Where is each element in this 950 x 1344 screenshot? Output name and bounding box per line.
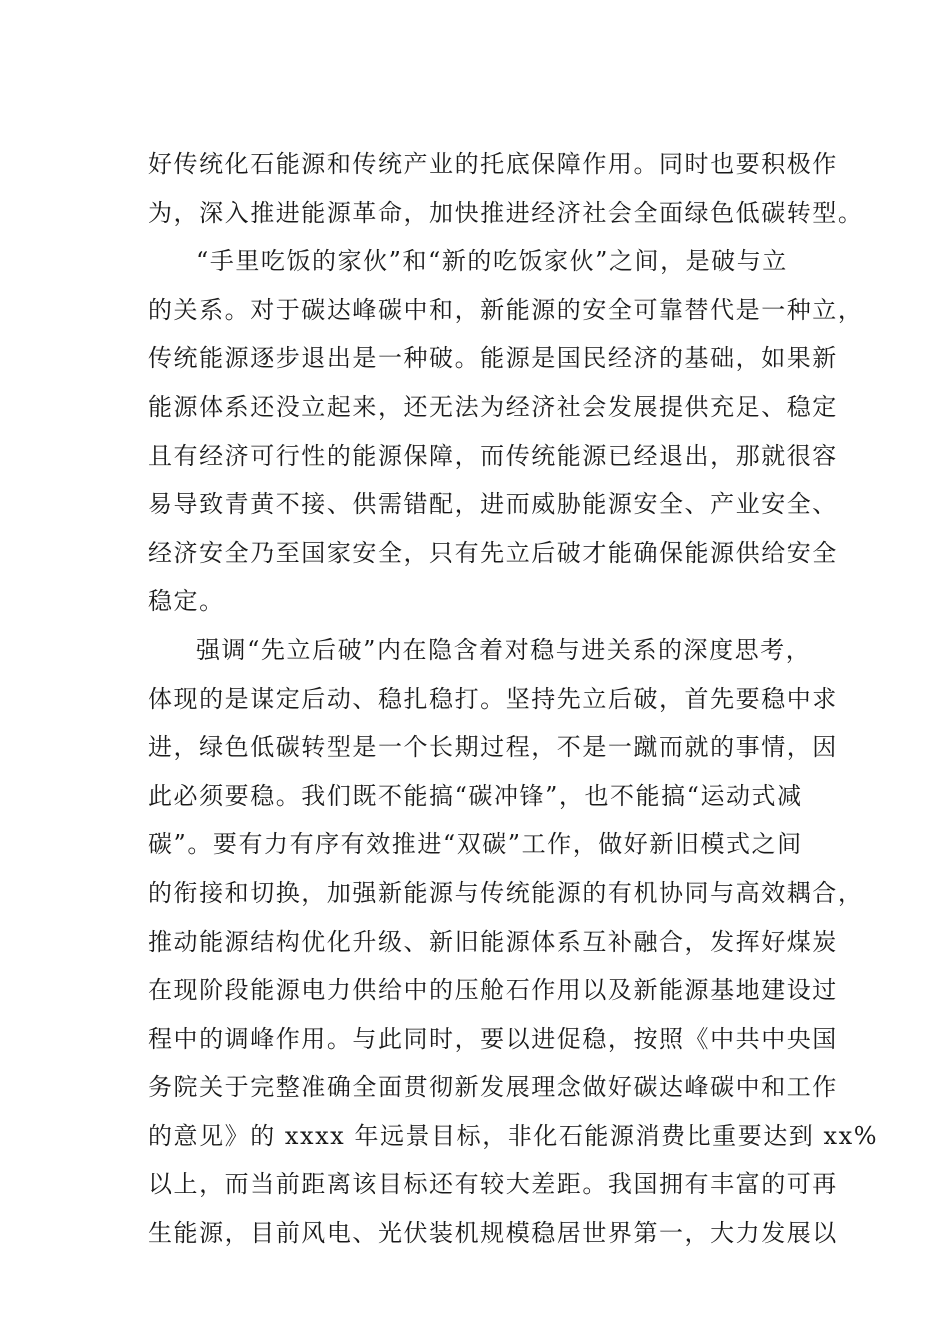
text-line: 务院关于完整准确全面贯彻新发展理念做好碳达峰碳中和工作 xyxy=(148,1073,838,1102)
text-line: 推动能源结构优化升级、新旧能源体系互补融合，发挥好煤炭 xyxy=(148,927,838,956)
text-line: 的衔接和切换，加强新能源与传统能源的有机协同与高效耦合， xyxy=(148,878,864,907)
body-text xyxy=(148,140,879,1258)
text-line: 为，深入推进能源革命，加快推进经济社会全面绿色低碳转型。 xyxy=(148,198,864,227)
text-line: 好传统化石能源和传统产业的托底保障作用。同时也要积极作 xyxy=(148,150,838,178)
text-line: 进，绿色低碳转型是一个长期过程，不是一蹴而就的事情，因 xyxy=(148,733,838,762)
text-line: 以上，而当前距离该目标还有较大差距。我国拥有丰富的可再 xyxy=(148,1170,838,1199)
text-line: 生能源，目前风电、光伏装机规模稳居世界第一，大力发展以 xyxy=(148,1219,838,1248)
text-line: 经济安全乃至国家安全，只有先立后破才能确保能源供给安全 xyxy=(148,538,838,567)
text-line: 能源体系还没立起来，还无法为经济社会发展提供充足、稳定 xyxy=(148,392,838,421)
paragraph-start-line: 强调“先立后破”内在隐含着对稳与进关系的深度思考， xyxy=(196,635,812,664)
text-line: 程中的调峰作用。与此同时，要以进促稳，按照《中共中央国 xyxy=(148,1024,838,1053)
text-line: 的意见》的 xxxx 年远景目标，非化石能源消费比重要达到 xx% xyxy=(148,1121,879,1150)
text-line: 在现阶段能源电力供给中的压舱石作用以及新能源基地建设过 xyxy=(148,976,838,1005)
text-line: 体现的是谋定后动、稳扎稳打。坚持先立后破，首先要稳中求 xyxy=(148,684,838,713)
text-line: 且有经济可行性的能源保障，而传统能源已经退出，那就很容 xyxy=(148,441,838,470)
text-line: 易导致青黄不接、供需错配，进而威胁能源安全、产业安全、 xyxy=(148,490,838,519)
paragraph-start-line: “手里吃饭的家伙”和“新的吃饭家伙”之间，是破与立 xyxy=(196,247,788,276)
text-line: 碳”。要有力有序有效推进“双碳”工作，做好新旧模式之间 xyxy=(148,830,803,859)
text-line: 传统能源逐步退出是一种破。能源是国民经济的基础，如果新 xyxy=(148,344,838,373)
text-line: 稳定。 xyxy=(148,587,225,616)
text-line: 此必须要稳。我们既不能搞“碳冲锋”，也不能搞“运动式减 xyxy=(148,781,803,810)
text-line: 的关系。对于碳达峰碳中和，新能源的安全可靠替代是一种立， xyxy=(148,295,864,324)
